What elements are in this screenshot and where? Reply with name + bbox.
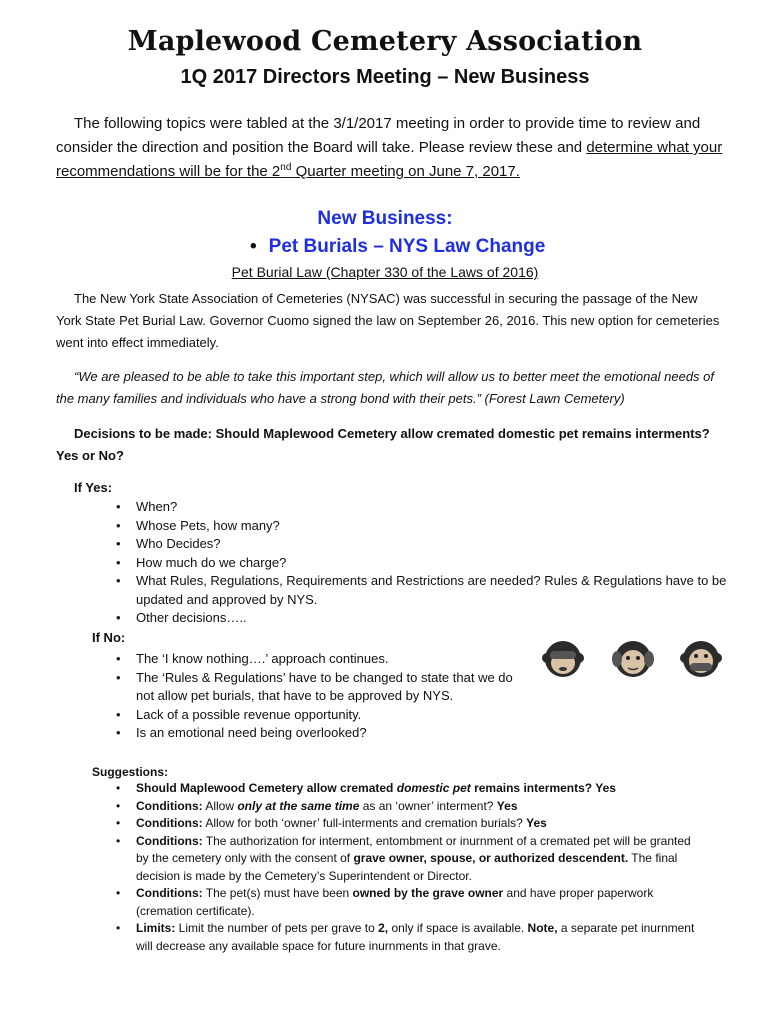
list-item: • Conditions: The pet(s) must have been owned by the grave owner and have proper paperwork (cremation certificate). — [116, 886, 654, 918]
org-title: Maplewood Cemetery Association — [127, 26, 643, 57]
law-paragraph: The New York State Association of Cemeteries (NYSAC) was successful in securing the passage of the New York State Pet Burial Law. Governor Cuomo signed the law on September 26, 2016. This new option for cemeteries went into effect immediately. — [56, 291, 720, 350]
list-item: • Limits: Limit the number of pets per grave to 2, only if space is available. Note, a separate pet inurnment will decrease any available space for future inurnments in that grave. — [116, 921, 695, 953]
list-item: • When? — [116, 499, 178, 514]
speak-no-evil-monkey-icon — [680, 638, 722, 680]
new-business-heading: New Business: — [317, 208, 453, 229]
meeting-title: 1Q 2017 Directors Meeting – New Business — [180, 66, 590, 88]
if-no-label: If No: — [92, 630, 126, 645]
if-yes-label: If Yes: — [74, 480, 113, 495]
list-item: • Whose Pets, how many? — [116, 517, 280, 533]
three-wise-monkeys — [542, 638, 742, 680]
intro-underlined: determine what your recommendations will be for the 2nd Quarter meeting on June 7, 2017. — [56, 139, 723, 180]
hear-no-evil-monkey-icon — [612, 638, 654, 680]
intro-text: The following topics were tabled at the 3/1/2017 meeting in order to provide time to review and consider the direction and position the Board will take. Please review these and — [56, 115, 701, 156]
list-item: • Conditions: Allow for both ‘owner’ full-interments and cremation burials? Yes — [116, 816, 547, 830]
list-item: • What Rules, Regulations, Requirements and Restrictions are needed? Rules & Regulations have to be updated and approved by NYS. — [116, 573, 727, 607]
list-item: • The ‘I know nothing….’ approach continues. — [116, 651, 389, 666]
list-item: • Lack of a possible revenue opportunity. — [116, 706, 362, 722]
list-item: • Is an emotional need being overlooked? — [116, 725, 367, 740]
list-item: • Other decisions….. — [116, 610, 247, 625]
list-item: • Conditions: The authorization for interment, entombment or inurnment of a cremated pet will be granted by the cemetery only with the consent of grave owner, spouse, or authorized descendent. The final decision is made by the Cemetery’s Superintendent or Director. — [116, 833, 691, 883]
bullet-icon: • — [250, 236, 257, 257]
suggestions-list — [112, 780, 702, 955]
list-item: • Who Decides? — [116, 536, 221, 551]
topic-heading: • Pet Burials – NYS Law Change — [250, 236, 546, 257]
list-item: • The ‘Rules & Regulations’ have to be changed to state that we do not allow pet burials, that have to be approved by NYS. — [116, 669, 513, 703]
suggestions-label: Suggestions: — [92, 765, 169, 779]
if-yes-list — [112, 498, 732, 628]
list-item: • Should Maplewood Cemetery allow cremated domestic pet remains interments? Yes — [116, 781, 616, 795]
intro-paragraph — [56, 112, 726, 184]
list-item: • Conditions: Allow only at the same time as an ‘owner’ interment? Yes — [116, 798, 518, 813]
decision-paragraph: Decisions to be made: Should Maplewood Cemetery allow cremated domestic pet remains interments? Yes or No? — [56, 426, 710, 463]
law-reference: Pet Burial Law (Chapter 330 of the Laws of 2016) — [231, 264, 539, 280]
see-no-evil-monkey-icon — [542, 638, 584, 680]
quote-paragraph: “We are pleased to be able to take this important step, which will allow us to better meet the emotional needs of the many families and individuals who have a strong bond with their pets.” (Forest Lawn Cemetery) — [56, 369, 714, 406]
list-item: • How much do we charge? — [116, 554, 287, 570]
if-no-list — [112, 650, 522, 743]
